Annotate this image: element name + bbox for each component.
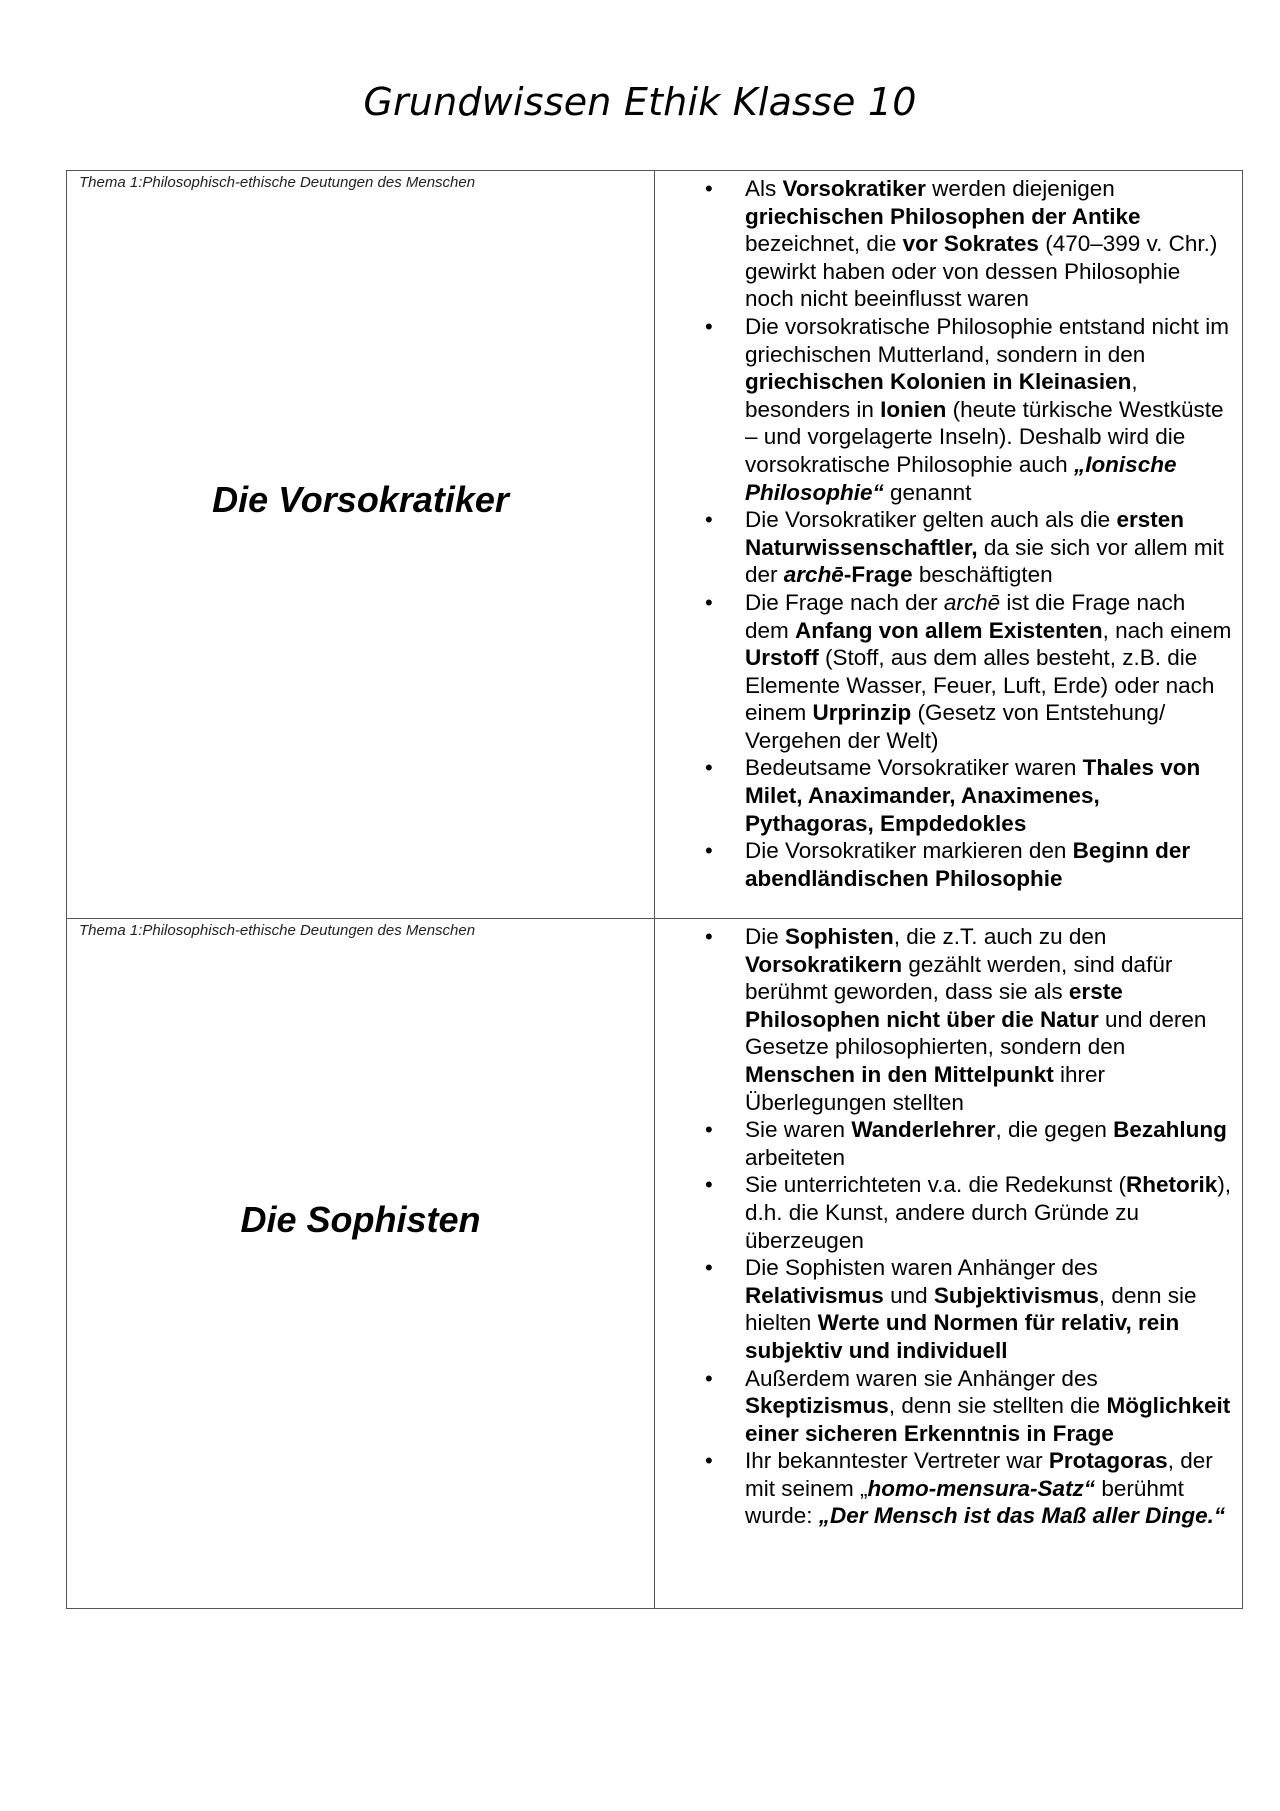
bold-text: Skeptizismus — [745, 1393, 889, 1419]
text-run: Die Frage nach der — [745, 589, 944, 615]
text-run: da sie sich vor allem mit der — [745, 534, 1224, 588]
text-run: , denn sie stellten die — [888, 1393, 1107, 1419]
bullet-point — [745, 506, 1232, 589]
bold-text: Bezahlung — [1113, 1117, 1227, 1143]
text-run: ), d.h. die Kunst, andere durch Gründe zu überzeugen — [745, 1172, 1232, 1253]
text-run: ihrer Überlegungen stellten — [745, 1061, 1106, 1115]
text-run: genannt — [883, 479, 972, 505]
text-run: Ihr bekanntester Vertreter war — [745, 1448, 1049, 1474]
text-run: Die — [745, 924, 786, 949]
bold-text: Möglichkeit einer sicheren Erkenntnis in Frage — [745, 1393, 1231, 1446]
knowledge-table — [66, 170, 1243, 1609]
topic-cell — [67, 919, 655, 1609]
bullet-point — [745, 837, 1232, 892]
text-run: ist die Frage nach dem — [745, 589, 1186, 643]
bold-text: „Der Mensch ist das Maß aller Dinge.“ — [818, 1503, 1226, 1529]
text-run: (470–399 v. Chr.) gewirkt haben oder von dessen Philosophie noch nicht beeinflusst waren — [745, 231, 1218, 312]
text-run: Sie waren — [745, 1117, 852, 1143]
bold-text: erste Philosophen nicht über die Natur — [745, 979, 1123, 1032]
bold-text: ersten Naturwissenschaftler, — [745, 507, 1184, 560]
text-run: , die gegen — [995, 1117, 1114, 1143]
content-cell — [655, 919, 1243, 1609]
bold-text: Subjektivismus — [933, 1282, 1099, 1308]
text-run: „ — [860, 1475, 868, 1501]
text-run: gezählt werden, sind dafür berühmt geworden, dass sie als — [745, 951, 1173, 1005]
topic-label: Thema 1:Philosophisch-ethische Deutungen des Menschen — [79, 174, 476, 191]
bold-text: Ionien — [880, 396, 947, 422]
bold-text: Menschen in den Mittelpunkt — [745, 1061, 1054, 1087]
text-run: (Gesetz von Entstehung/ Vergehen der Welt) — [745, 700, 1166, 753]
text-run: , besonders in — [745, 369, 1138, 422]
content-cell — [655, 171, 1243, 919]
bold-text: griechischen Philosophen der Antike — [745, 203, 1141, 229]
text-run: Als — [745, 176, 783, 201]
text-run: , nach einem — [1102, 617, 1232, 643]
bold-text: Sophisten — [785, 924, 894, 949]
bold-text: Wanderlehrer — [851, 1117, 996, 1143]
bold-text: -Frage — [843, 562, 913, 588]
text-run: , der mit seinem — [745, 1448, 1213, 1501]
bold-text: vor Sokrates — [902, 231, 1039, 257]
bold-text: Protagoras — [1048, 1448, 1168, 1474]
table-row — [67, 919, 1243, 1609]
bullet-point — [745, 754, 1232, 837]
bold-text: Beginn der abendländischen Philosophie — [745, 838, 1191, 891]
bold-text: Thales von Milet, Anaximander, Anaximenes, Pythagoras, Empdedokles — [745, 755, 1201, 836]
bullet-point — [745, 589, 1232, 755]
page-title: Grundwissen Ethik Klasse 10 — [363, 80, 917, 124]
bullet-point — [745, 1171, 1232, 1254]
bold-text: Urstoff — [745, 645, 819, 671]
bullet-point — [745, 923, 1232, 1116]
text-run: beschäftigten — [912, 562, 1053, 588]
bullet-list — [655, 171, 1242, 902]
bullet-point — [745, 1447, 1232, 1530]
text-run: werden diejenigen — [925, 176, 1115, 201]
bold-text: Urprinzip — [812, 700, 912, 726]
bold-text: Werte und Normen für relativ, rein subjektiv und individuell — [745, 1310, 1180, 1363]
text-run: , die z.T. auch zu den — [893, 924, 1107, 949]
text-run: bezeichnet, die — [745, 231, 903, 257]
text-run: Sie unterrichteten v.a. die Redekunst ( — [745, 1172, 1127, 1198]
text-run: Die vorsokratische Philosophie entstand nicht im griechischen Mutterland, sondern in den — [745, 313, 1229, 367]
bullet-point — [745, 1116, 1232, 1171]
text-run: berühmt wurde: — [745, 1475, 1184, 1529]
text-run: (heute türkische Westküste – und vorgelagerte Inseln). Deshalb wird die vorsokratische Philosophie auch — [745, 396, 1224, 477]
text-run: Bedeutsame Vorsokratiker waren — [745, 755, 1083, 781]
bold-text: Vorsokratiker — [782, 176, 926, 201]
text-run: (Stoff, aus dem alles besteht, z.B. die Elemente Wasser, Feuer, Luft, Erde) oder nach einem — [745, 645, 1215, 726]
bold-text: archē — [783, 562, 844, 588]
section-heading: Die Vorsokratiker — [212, 479, 509, 520]
bold-text: „Ionische Philosophie“ — [745, 451, 1177, 505]
bold-text: Rhetorik — [1126, 1172, 1218, 1198]
text-run: , denn sie hielten — [745, 1282, 1197, 1336]
text-run: Die Vorsokratiker gelten auch als die — [745, 507, 1117, 533]
text-run: arbeiteten — [745, 1144, 846, 1170]
section-heading: Die Sophisten — [240, 1199, 481, 1240]
bullet-point — [745, 1365, 1232, 1448]
bold-text: Anfang von allem Existenten — [795, 617, 1103, 643]
bold-text: griechischen Kolonien in Kleinasien — [745, 369, 1132, 395]
italic-text: archē — [943, 589, 1001, 615]
text-run: Die Sophisten waren Anhänger des — [745, 1255, 1098, 1281]
bullet-point — [745, 313, 1232, 506]
bold-text: homo-mensura-Satz“ — [867, 1475, 1096, 1501]
topic-label: Thema 1:Philosophisch-ethische Deutungen des Menschen — [79, 922, 476, 939]
bold-text: Relativismus — [745, 1282, 884, 1308]
bullet-list — [655, 919, 1242, 1540]
text-run: Außerdem waren sie Anhänger des — [745, 1365, 1098, 1391]
bullet-point — [745, 1254, 1232, 1364]
text-run: und deren Gesetze philosophierten, sondern den — [745, 1006, 1207, 1060]
text-run: und — [883, 1282, 934, 1308]
table-row — [67, 171, 1243, 919]
bold-text: Vorsokratikern — [745, 951, 903, 977]
text-run: Die Vorsokratiker markieren den — [745, 838, 1073, 864]
topic-cell — [67, 171, 655, 919]
bullet-point — [745, 175, 1232, 313]
